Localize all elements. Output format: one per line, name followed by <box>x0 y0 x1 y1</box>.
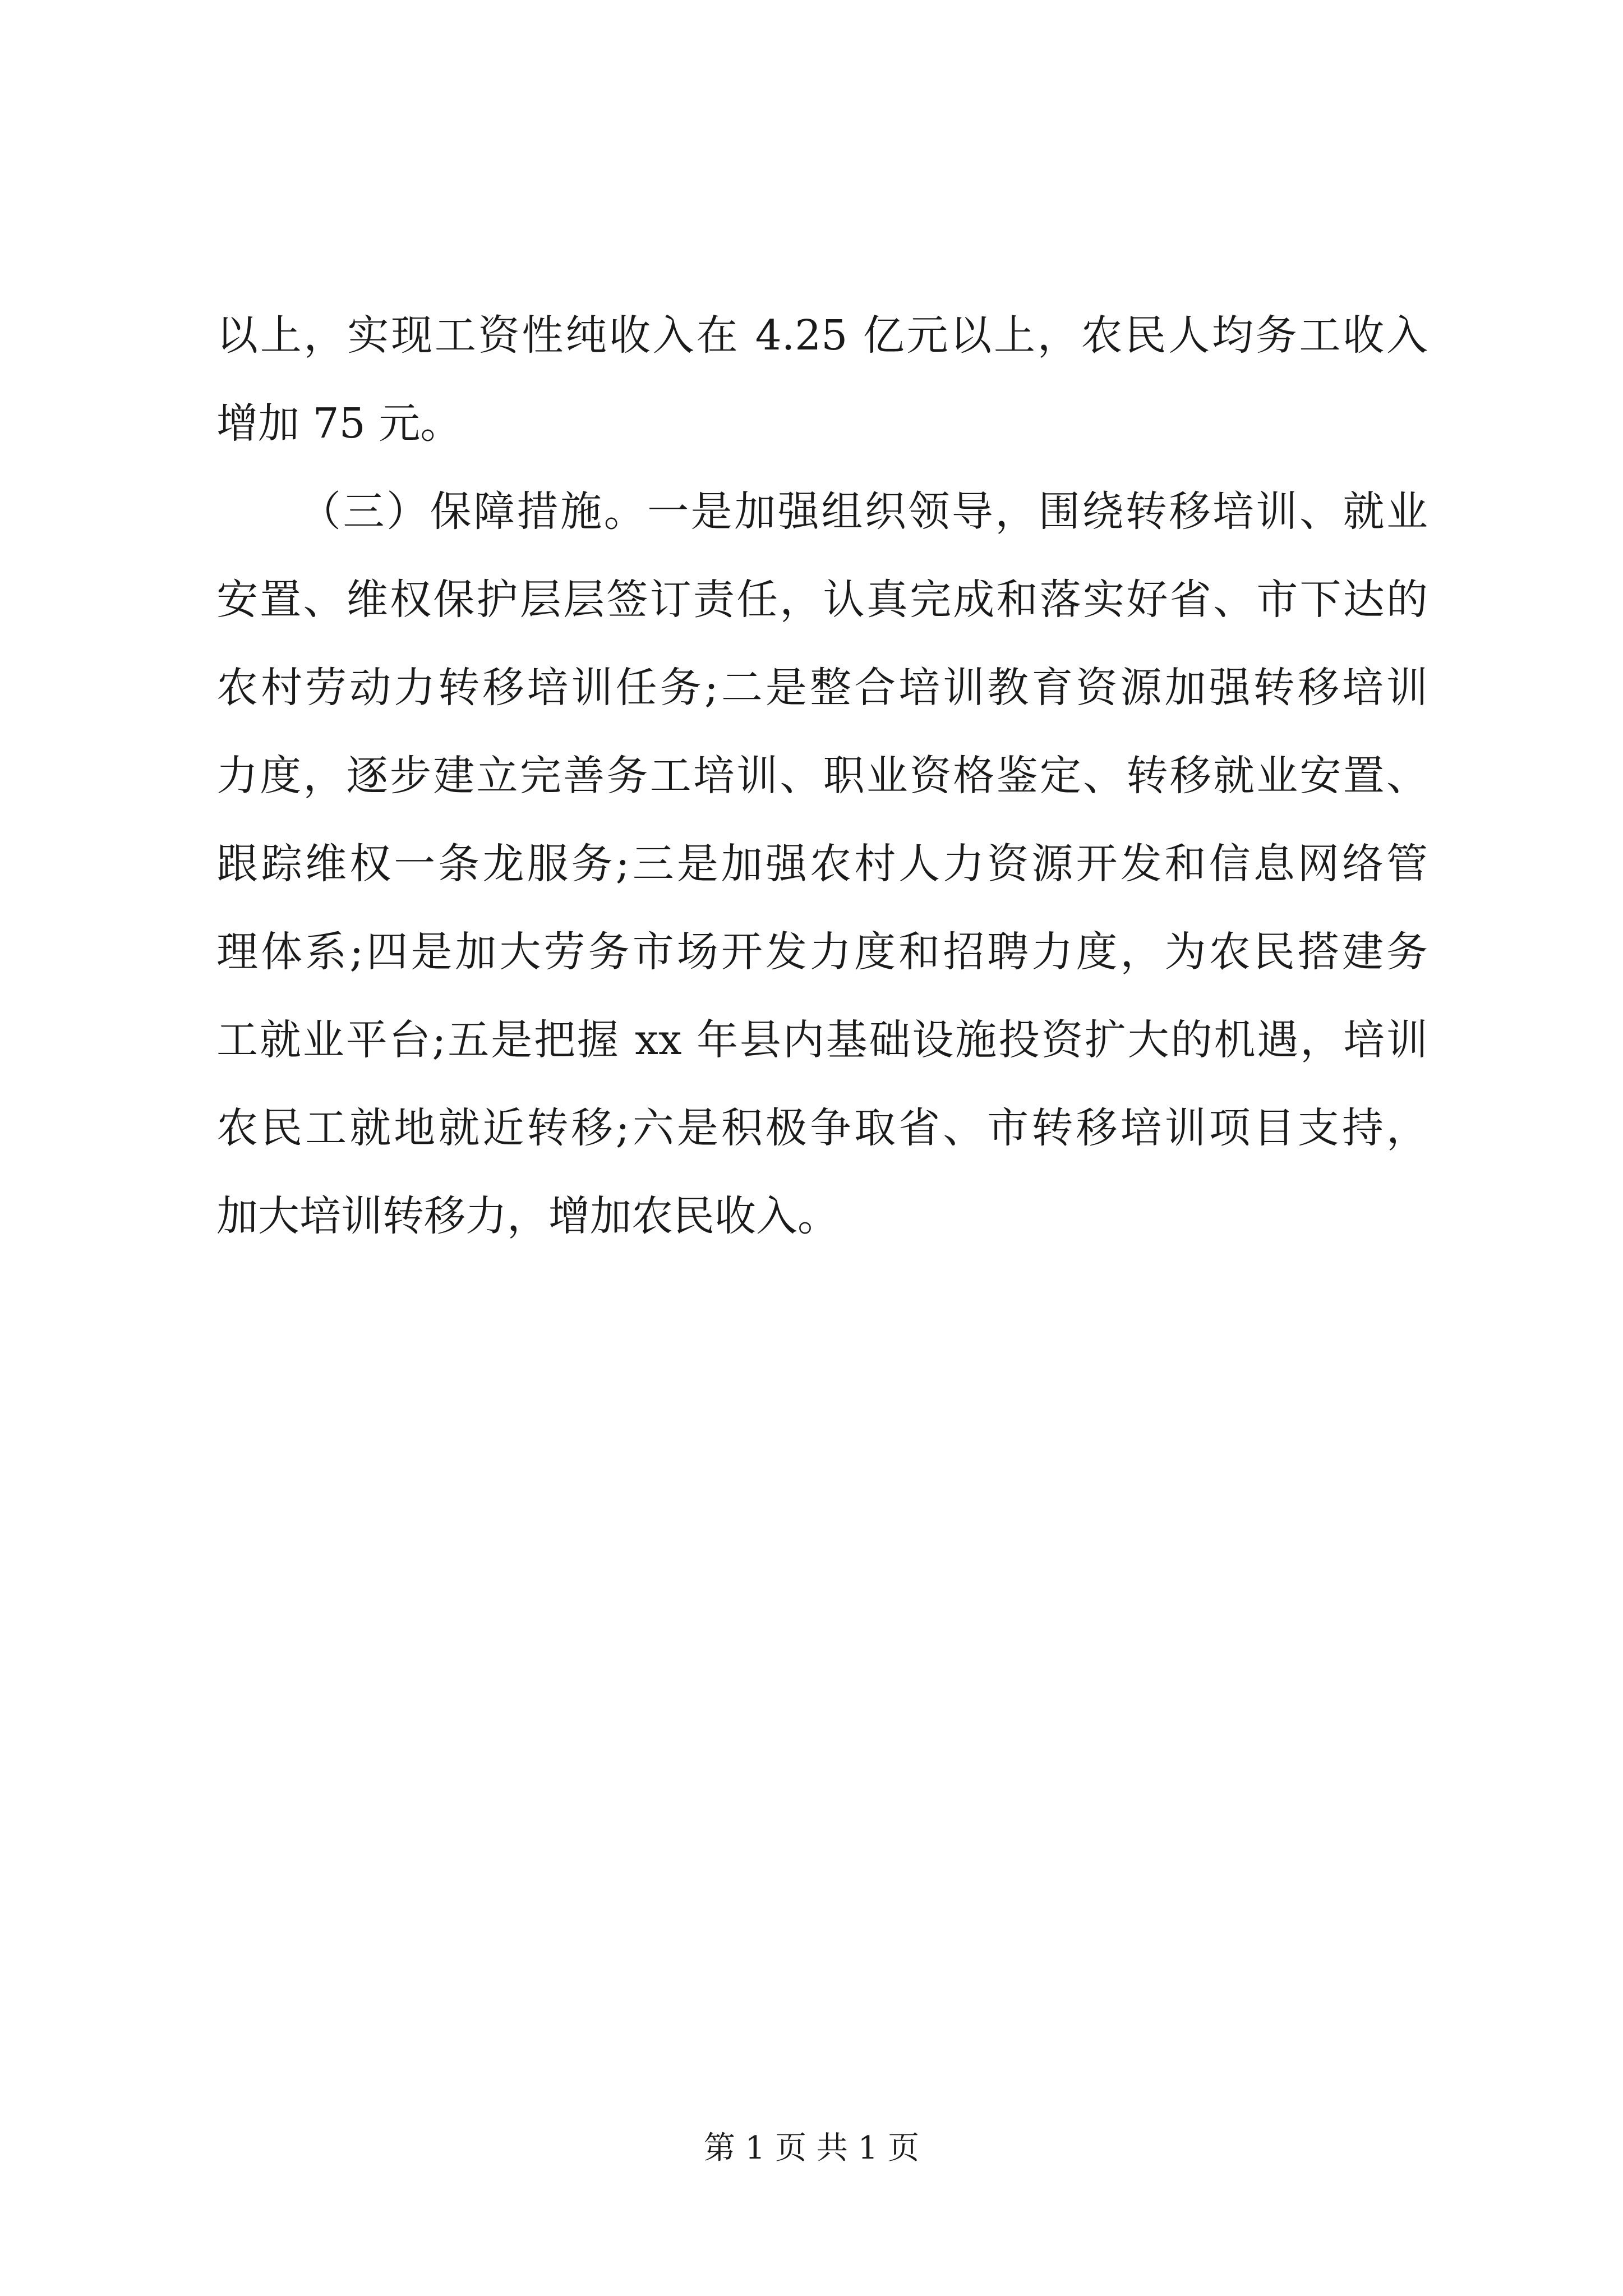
paragraph-2-line-9: 加大培训转移力，增加农民收入。 <box>216 1192 839 1240</box>
paragraph-2-line-7: 工就业平台;五是把握 xx 年县内基础设施投资扩大的机遇，培训 <box>216 1016 1428 1064</box>
paragraph-2-line-5: 跟踪维权一条龙服务;三是加强农村人力资源开发和信息网络管 <box>216 840 1428 888</box>
paragraph-2-line-1: （三）保障措施。一是加强组织领导，围绕转移培训、就业 <box>299 487 1428 536</box>
paragraph-2-line-6: 理体系;四是加大劳务市场开发力度和招聘力度，为农民搭建务 <box>216 928 1428 976</box>
paragraph-2-line-4: 力度，逐步建立完善务工培训、职业资格鉴定、转移就业安置、 <box>216 752 1428 800</box>
paragraph-2-line-2: 安置、维权保护层层签订责任，认真完成和落实好省、市下达的 <box>216 576 1428 624</box>
paragraph-2-line-8: 农民工就地就近转移;六是积极争取省、市转移培训项目支持， <box>216 1104 1428 1152</box>
paragraph-2-line-3: 农村劳动力转移培训任务;二是整合培训教育资源加强转移培训 <box>216 664 1428 712</box>
paragraph-1-line-2: 增加 75 元。 <box>216 399 462 448</box>
paragraph-1-line-1: 以上，实现工资性纯收入在 4.25 亿元以上，农民人均务工收入 <box>216 311 1428 360</box>
page-footer: 第 1 页 共 1 页 <box>703 2130 920 2166</box>
